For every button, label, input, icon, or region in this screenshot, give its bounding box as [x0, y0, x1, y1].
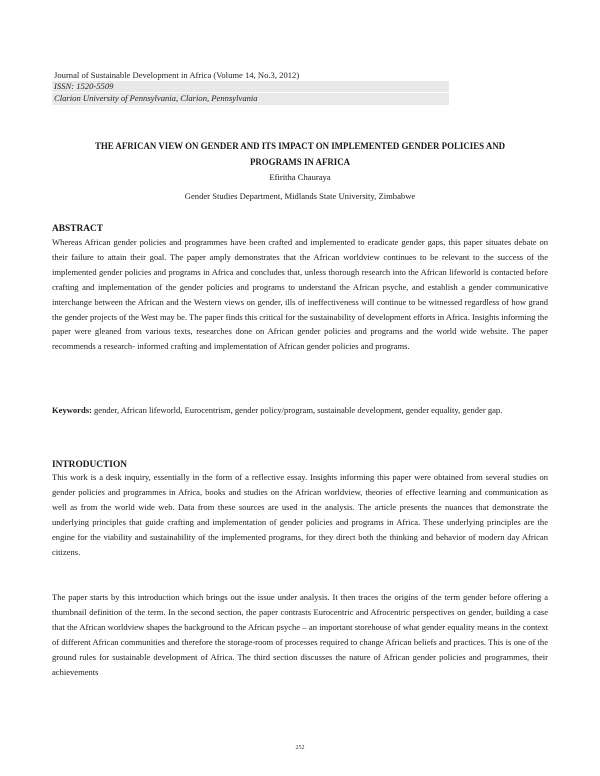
journal-citation: Journal of Sustainable Development in Africa (Volume 14, No.3, 2012) [54, 70, 300, 80]
author-name: Efiritha Chauraya [269, 172, 331, 182]
keywords-label: Keywords: [52, 405, 92, 415]
journal-header [52, 70, 449, 105]
paper-title-line-2: PROGRAMS IN AFRICA [249, 157, 351, 167]
keywords [52, 403, 548, 418]
keywords-text: gender, African lifeworld, Eurocentrism, gender policy/program, sustainable development, gender equality, gender gap. [91, 405, 503, 415]
abstract-text: Whereas African gender policies and programmes have been crafted and implemented to eradicate gender gaps, this paper situates debate on their failure to attain their goal. The paper amply demonstrates that the African worldview continues to be relevant to the success of the implemented gender policies and programs in Africa and concludes that, unless thorough research into the African lifeworld is contacted before crafting and implementation of the gender policies and programs to understand the African psyche, and establish a gender communicative interchange between the African and the Western views on gender, ills of ineffectiveness will continue to be witnessed regardless of how grand the gender projects of the West may be. The paper finds this critical for the sustainability of development efforts in Africa. Insights informing the paper were gleaned from various texts, researches done on African gender policies and programs and the world wide website. The paper recommends a research- informed crafting and implementation of African gender policies and programs. [52, 237, 548, 352]
paper-title [52, 138, 548, 170]
introduction-heading: INTRODUCTION [52, 460, 128, 470]
abstract-heading: ABSTRACT [52, 224, 104, 234]
introduction-paragraph-2: The paper starts by this introduction which brings out the issue under analysis. It then traces the origins of the term gender before offering a thumbnail definition of the term. In the second section, the paper contrasts Eurocentric and Afrocentric perspectives on gender, building a case that the African worldview shapes the background to the African psyche – an important storehouse of what gender equality means in the context of different African communities and therefore the storage-room of processes required to change African beliefs and practices. This is one of the ground rules for sustainable development of Africa. The third section discusses the nature of African gender policies and programmes, their achievements [52, 592, 548, 677]
introduction-paragraph-1: This work is a desk inquiry, essentially in the form of a reflective essay. Insights informing this paper were obtained from several studies on gender policies and programmes in Africa, books and studies on the African worldview, theories of effective learning and communication as well as from the world wide web. Data from these sources are used in the analysis. The article presents the nuances that demonstrate the underlying principles that guide crafting and implementation of gender policies and programs in Africa. These underlying principles are the engine for the viability and sustainability of the implemented programs, for they direct both the thinking and behavior of modern day African citizens. [52, 472, 548, 557]
journal-affiliation: Clarion University of Pennsylvania, Clarion, Pennsylvania [52, 93, 449, 104]
journal-issn: ISSN: 1520-5509 [52, 81, 449, 92]
page-number: 252 [295, 745, 305, 751]
paper-title-line-1: THE AFRICAN VIEW ON GENDER AND ITS IMPACT ON IMPLEMENTED GENDER POLICIES AND [94, 141, 506, 151]
author-affiliation: Gender Studies Department, Midlands State University, Zimbabwe [184, 191, 416, 201]
